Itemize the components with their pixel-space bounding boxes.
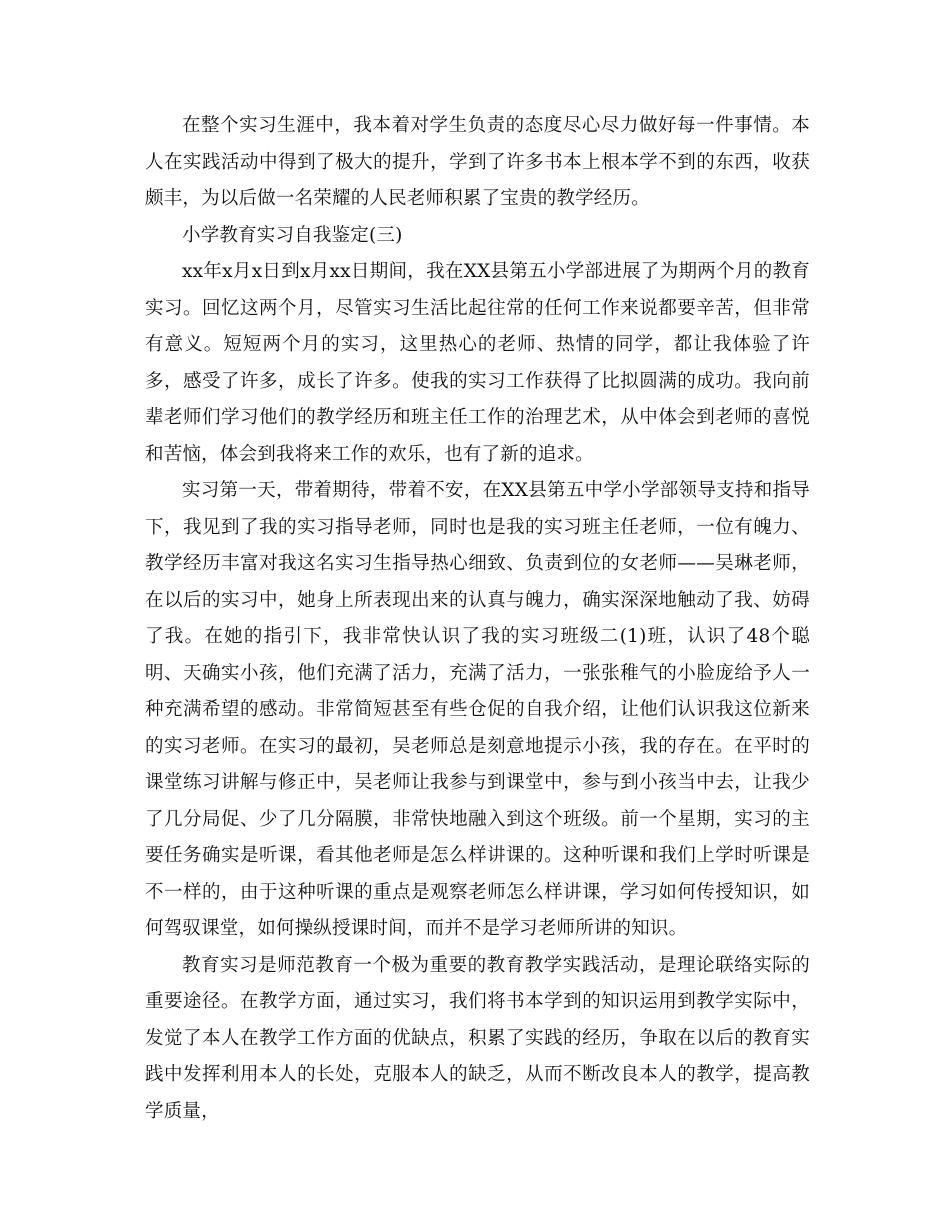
paragraph-internship-period: xx年x月x日到x月xx日期间，我在XX县第五小学部进展了为期两个月的教育实习。回忆这两个月，尽管实习生活比起往常的任何工作来说都要辛苦，但非常有意义。短短两个月的实习，这里热心的老师、热情的同学，都让我体验了许多，感受了许多，成长了许多。使我的实习工作获得了比拟圆满的成功。我向前辈老师们学习他们的教学经历和班主任工作的治理艺术，从中体会到老师的喜悦和苦恼，体会到我将来工作的欢乐，也有了新的追求。 (145, 261, 810, 465)
paragraph-first-day: 实习第一天，带着期待，带着不安，在XX县第五中学小学部领导支持和指导下，我见到了我的实习指导老师，同时也是我的实习班主任老师，一位有魄力、教学经历丰富对我这名实习生指导热心细致、负责到位的女老师——吴琳老师，在以后的实习中，她身上所表现出来的认真与魄力，确实深深地触动了我、妨碍了我。在她的指引下，我非常快认识了我的实习班级二(1)班，认识了48个聪明、天确实小孩，他们充满了活力，充满了活力，一张张稚气的小脸庞给予人一种充满希望的感动。非常简短甚至有些仓促的自我介绍，让他们认识我这位新来的实习老师。在实习的最初，吴老师总是刻意地提示小孩，我的存在。在平时的课堂练习讲解与修正中，吴老师让我参与到课堂中，参与到小孩当中去，让我少了几分局促、少了几分隔膜，非常快地融入到这个班级。前一个星期，实习的主要任务确实是听课，看其他老师是怎么样讲课的。这种听课和我们上学时听课是不一样的，由于这种听课的重点是观察老师怎么样讲课，学习如何传授知识，如何驾驭课堂，如何操纵授课时间，而并不是学习老师所讲的知识。 (145, 480, 810, 939)
document-body (145, 108, 810, 1130)
section-heading: 小学教育实习自我鉴定(三) (182, 224, 403, 246)
paragraph-internship-summary: 在整个实习生涯中，我本着对学生负责的态度尽心尽力做好每一件事情。本人在实践活动中得到了极大的提升，学到了许多书本上根本学不到的东西，收获颇丰，为以后做一名荣耀的人民老师积累了宝贵的教学经历。 (145, 115, 810, 209)
paragraph-education-practice: 教育实习是师范教育一个极为重要的教育教学实践活动，是理论联络实际的重要途径。在教学方面，通过实习，我们将书本学到的知识运用到教学实际中，发觉了本人在教学工作方面的优缺点，积累了实践的经历，争取在以后的教育实践中发挥利用本人的长处，克服本人的缺乏，从而不断改良本人的教学，提高教学质量， (145, 954, 810, 1122)
